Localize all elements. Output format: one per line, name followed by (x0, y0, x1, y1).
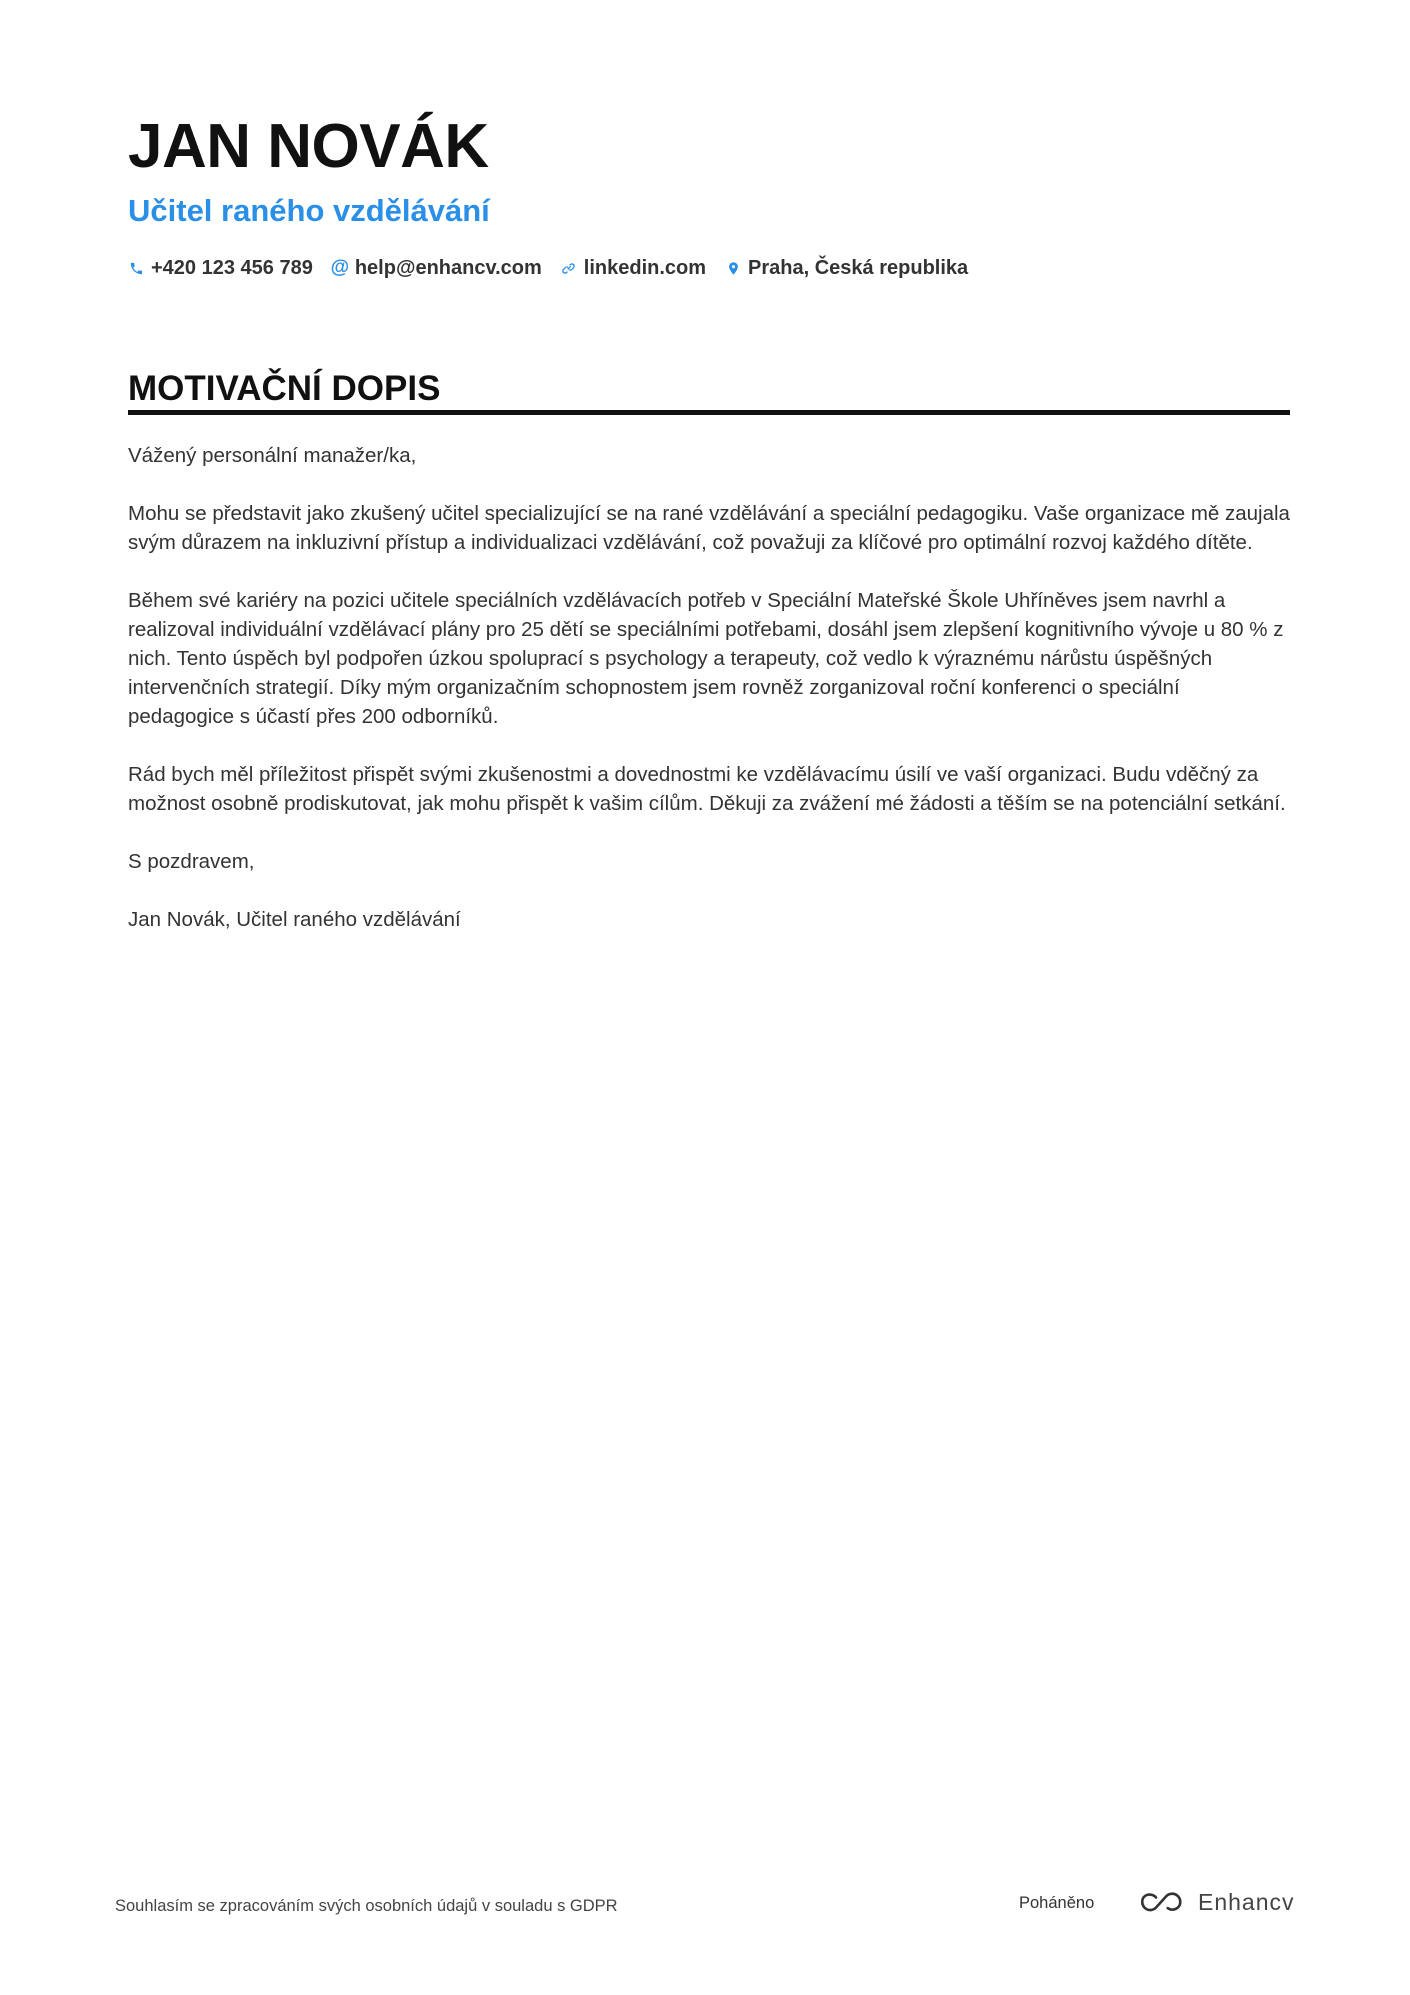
enhancv-brand-link[interactable]: Enhancv (1198, 1889, 1295, 1915)
at-icon: @ (330, 257, 350, 278)
gdpr-consent-text: Souhlasím se zpracováním svých osobních údajů v souladu s GDPR (115, 1897, 618, 1915)
letter-paragraph: Mohu se představit jako zkušený učitel specializující se na rané vzdělávání a speciální pedagogiku. Vaše organizace mě zaujala svým důrazem na inkluzivní přístup a individualizaci vzdělávání, což považuji za klíčové pro optimální rozvoj každého dítěte. (128, 502, 1290, 554)
contact-phone[interactable] (128, 255, 313, 281)
phone-number: +420 123 456 789 (151, 257, 313, 279)
contact-location (725, 255, 968, 281)
candidate-title: Učitel raného vzdělávání (128, 193, 490, 228)
letter-paragraph: Rád bych měl příležitost přispět svými zkušenostmi a dovednostmi ke vzdělávacímu úsilí ve vaší organizaci. Budu vděčný za možnost osobně prodiskutovat, jak mohu přispět k vašim cílům. Děkuji za zvážení mé žádosti a těším se na potenciální setkání. (128, 763, 1286, 815)
link-icon (561, 259, 577, 277)
location-pin-icon (725, 259, 741, 277)
candidate-name: JAN NOVÁK (128, 112, 489, 181)
section-heading: MOTIVAČNÍ DOPIS (128, 369, 441, 408)
contact-row (128, 255, 968, 281)
signature: Jan Novák, Učitel raného vzdělávání (128, 908, 461, 931)
powered-by-label: Poháněno (1019, 1894, 1095, 1912)
phone-icon (128, 259, 144, 277)
letter-paragraph: Během své kariéry na pozici učitele speciálních vzdělávacích potřeb v Speciální Mateřské Škole Uhříněves jsem navrhl a realizoval individuální vzdělávací plány pro 25 dětí se speciálními potřebami, dosáhl jsem zlepšení kognitivního vývoje u 80 % z nich. Tento úspěch byl podpořen úzkou spoluprací s psychology a terapeuty, což vedlo k výraznému nárůstu úspěšných intervenčních strategií. Díky mým organizačním schopnostem jsem rovněž zorganizoval roční konferenci o speciální pedagogice s účastí přes 200 odborníků. (128, 589, 1284, 728)
location-text: Praha, Česká republika (748, 257, 969, 279)
contact-linkedin[interactable] (561, 255, 706, 281)
salutation: Vážený personální manažer/ka, (128, 444, 417, 467)
letter-body (128, 441, 1290, 963)
contact-email[interactable] (332, 255, 542, 281)
enhancv-logo-icon[interactable] (1139, 1890, 1185, 1916)
email-address: help@enhancv.com (354, 257, 542, 279)
closing: S pozdravem, (128, 850, 255, 873)
linkedin-link: linkedin.com (583, 257, 707, 279)
section-divider (128, 410, 1290, 415)
